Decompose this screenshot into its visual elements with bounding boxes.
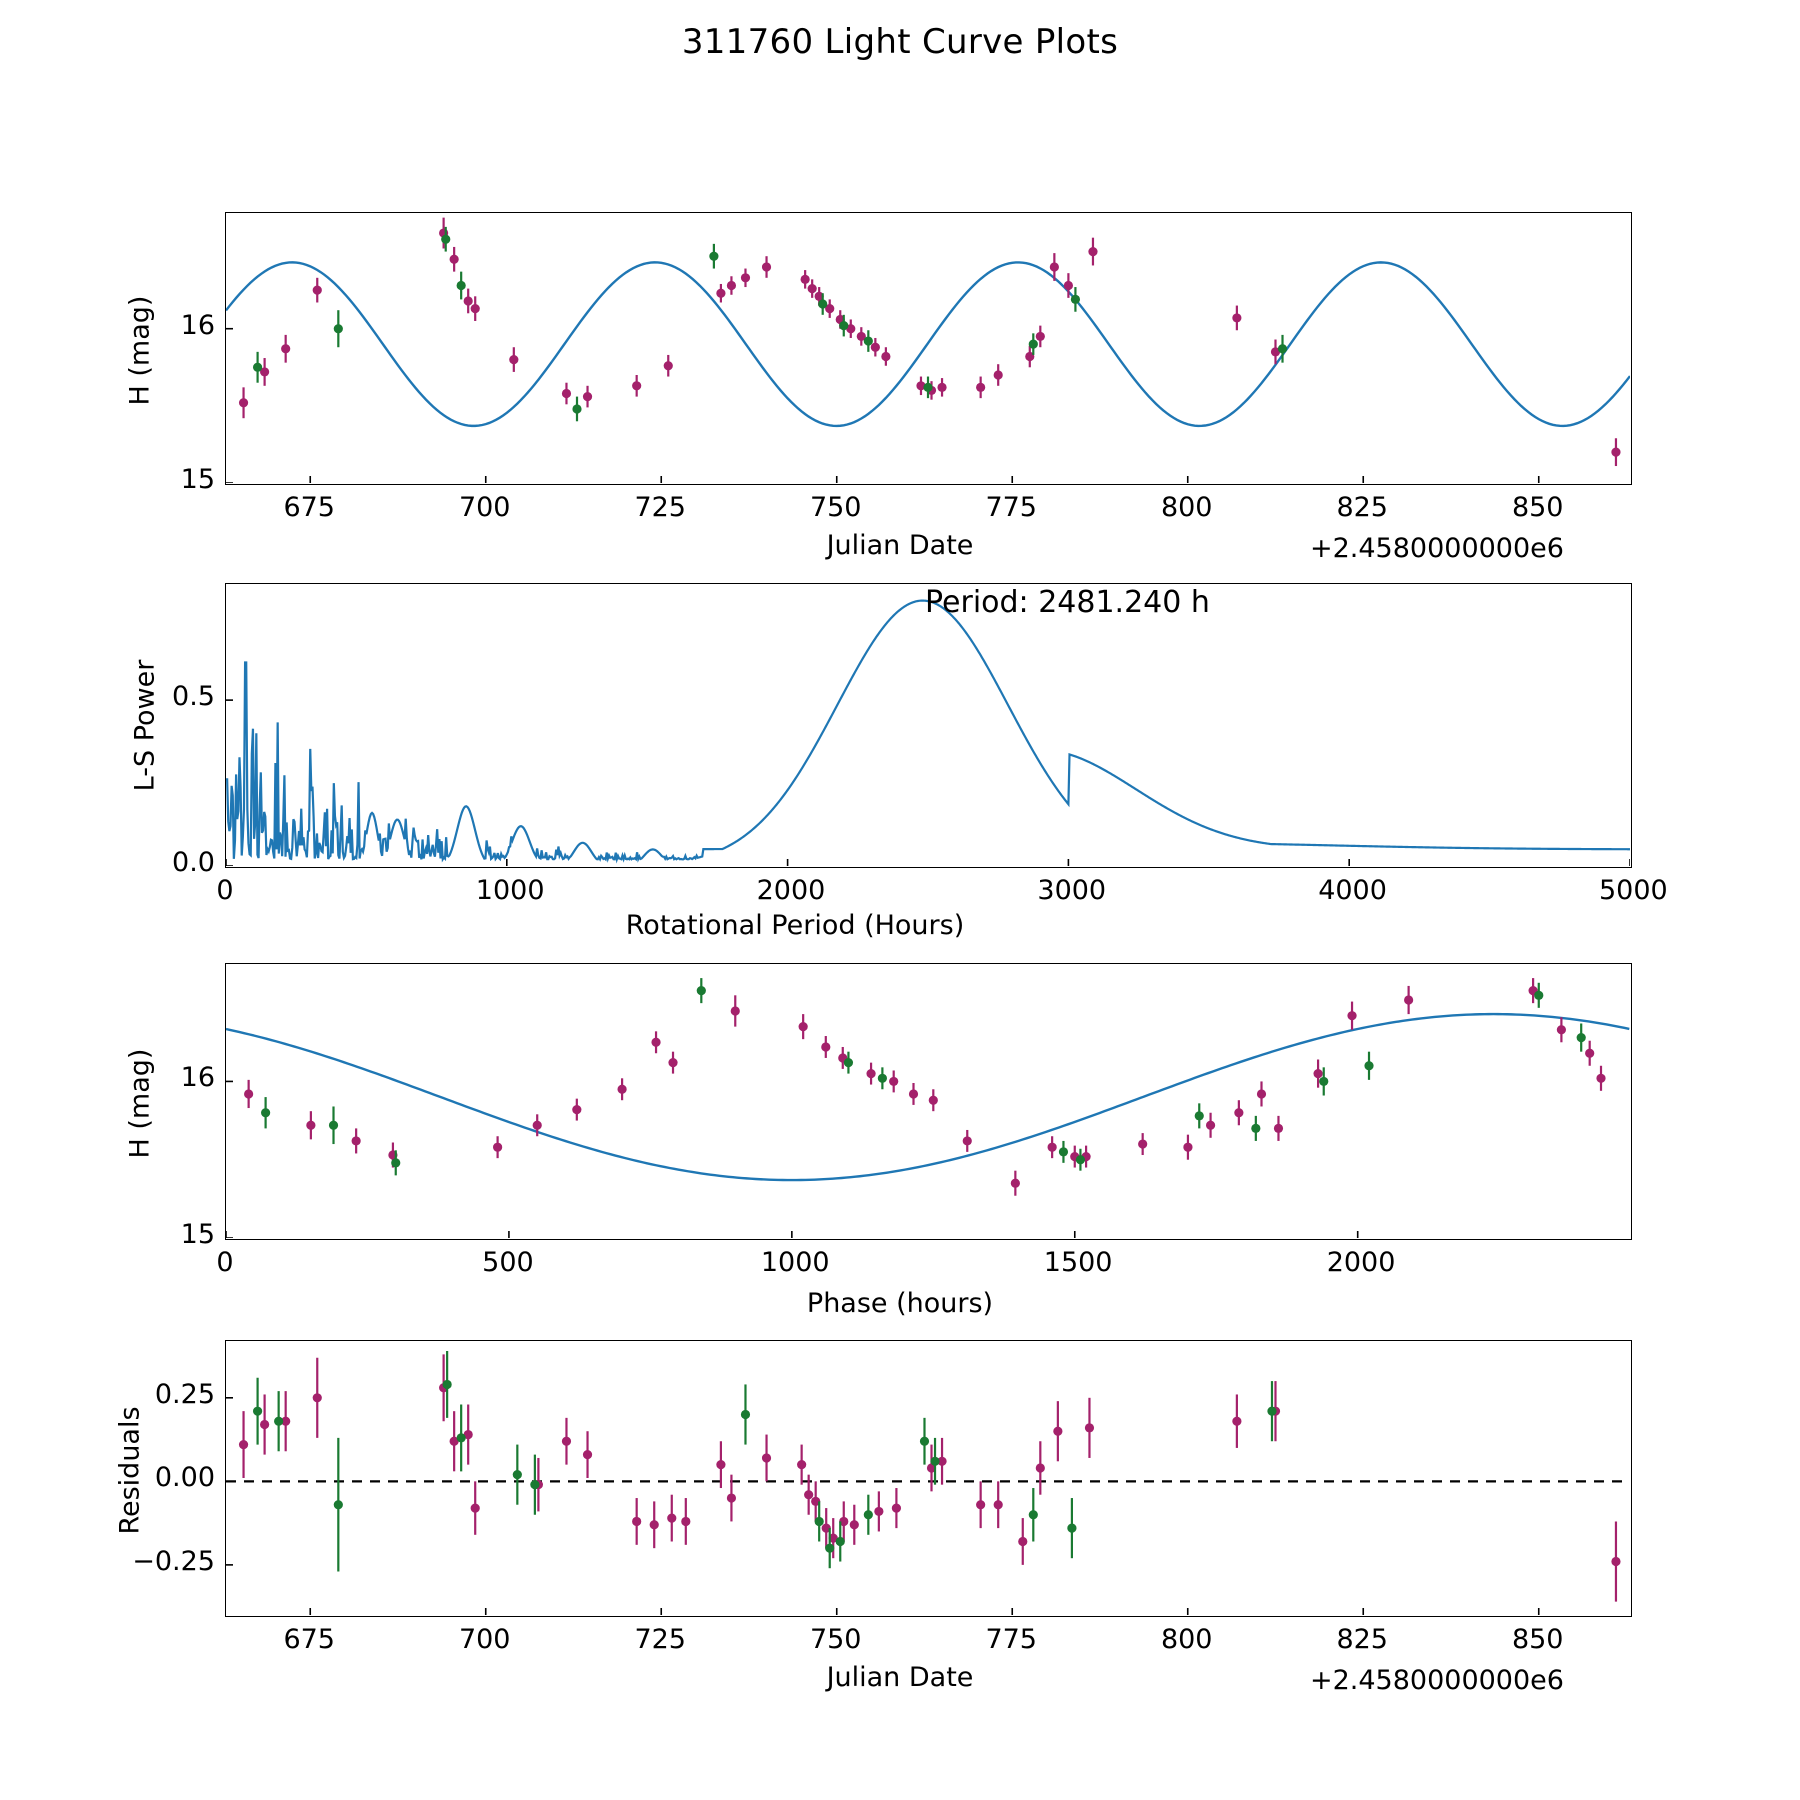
tick-x: 750 (809, 492, 862, 523)
model-fit-line (226, 1014, 1629, 1180)
tick-y: −0.25 (132, 1545, 215, 1577)
panel3-xlabel: Phase (hours) (806, 1288, 994, 1319)
datapoint-green (261, 978, 1586, 1175)
tick-y: 0.0 (172, 847, 215, 878)
tick-y: 0.5 (172, 681, 215, 713)
period-annotation: Period: 2481.240 h (925, 585, 1210, 620)
panel2-xlabel: Rotational Period (Hours) (625, 910, 965, 941)
tick-y: 0.00 (154, 1462, 215, 1494)
tick-x: 750 (809, 1624, 862, 1655)
panel-residuals (225, 1340, 1632, 1617)
tick-x: 800 (1160, 1624, 1213, 1655)
tick-y: 16 (180, 309, 215, 341)
tick-x: 675 (283, 492, 335, 523)
tick-x: 0 (216, 875, 234, 906)
tick-y: 16 (180, 1062, 215, 1094)
tick-x: 0 (216, 1247, 234, 1278)
panel4-xlabel: Julian Date (826, 1662, 974, 1693)
panel1-xlabel: Julian Date (826, 530, 974, 561)
tick-x: 5000 (1599, 875, 1668, 906)
tick-x: 825 (1336, 492, 1388, 523)
tick-x: 700 (458, 1624, 511, 1655)
tick-x: 775 (985, 1624, 1037, 1655)
tick-x: 775 (985, 492, 1037, 523)
periodogram-line (227, 601, 1630, 860)
tick-x: 825 (1336, 1624, 1388, 1655)
tick-x: 850 (1511, 1624, 1564, 1655)
panel-lightcurve-timeseries (225, 212, 1632, 485)
tick-x: 700 (458, 492, 511, 523)
tick-x: 4000 (1318, 875, 1387, 906)
tick-x: 1500 (1043, 1247, 1113, 1278)
panel3-ylabel: H (mag) (124, 1048, 156, 1159)
panel2-ylabel: L-S Power (129, 659, 161, 792)
model-fit-line (226, 262, 1630, 426)
panel1-x-offset: +2.4580000000e6 (1310, 533, 1564, 564)
panel-phase-folded (225, 963, 1632, 1240)
panel4-x-offset: +2.4580000000e6 (1310, 1665, 1564, 1696)
tick-x: 850 (1511, 492, 1564, 523)
datapoint-magenta (244, 978, 1606, 1196)
tick-x: 2000 (756, 875, 826, 906)
tick-x: 1000 (475, 875, 545, 906)
lightcurve-plot-area (226, 213, 1630, 483)
tick-x: 800 (1160, 492, 1213, 523)
page-title: 311760 Light Curve Plots (681, 22, 1119, 62)
periodogram-plot-area (226, 584, 1630, 866)
tick-y: 15 (180, 464, 215, 495)
tick-x: 500 (482, 1247, 534, 1278)
tick-y: 15 (180, 1219, 215, 1250)
tick-x: 1000 (760, 1247, 830, 1278)
panel1-ylabel: H (mag) (124, 295, 156, 406)
residuals-plot-area (226, 1341, 1630, 1615)
tick-x: 725 (634, 1624, 686, 1655)
tick-x: 725 (634, 492, 686, 523)
tick-y: 0.25 (154, 1378, 215, 1410)
tick-x: 2000 (1326, 1247, 1396, 1278)
tick-x: 675 (283, 1624, 335, 1655)
phase-plot-area (226, 964, 1630, 1238)
tick-x: 3000 (1037, 875, 1107, 906)
panel4-ylabel: Residuals (114, 1406, 146, 1535)
panel-lomb-scargle (225, 583, 1632, 868)
datapoint-green (253, 227, 1287, 421)
